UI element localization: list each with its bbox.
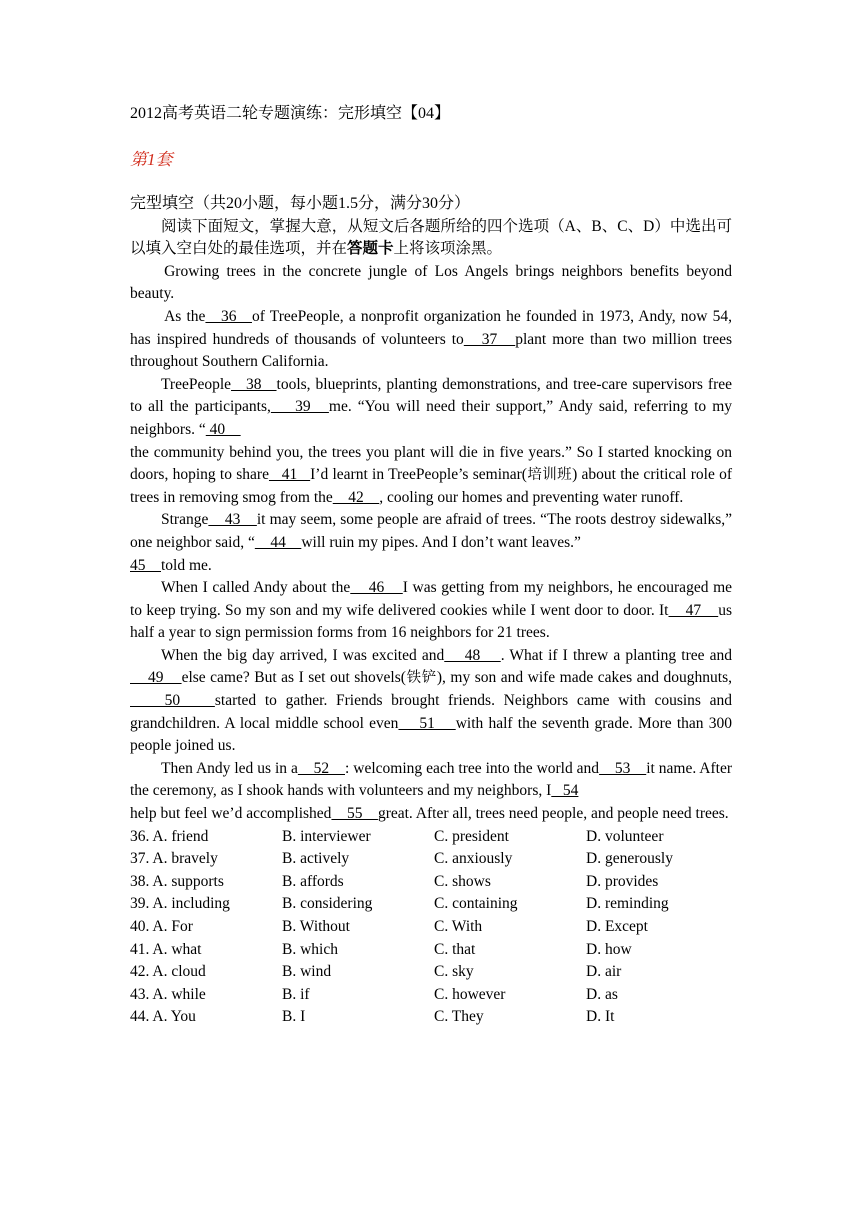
option-a: 44. A. You (130, 1008, 196, 1026)
passage-text: Strange (161, 511, 209, 529)
passage-text: : welcoming each tree into the world and (345, 759, 600, 777)
passage-text: told me. (161, 556, 212, 574)
instruction-text-end: 上将该项涂黑。 (393, 240, 503, 258)
passage-text: started to gather. Friends brought friends. Neighbors came with cousins and grandchildren. A local middle school even (130, 692, 733, 732)
option-a: 42. A. cloud (130, 963, 206, 981)
passage-text: ) about the critical role of trees in removing smog from the (130, 466, 733, 506)
passage-text: it may seem, some people are afraid of trees. “The roots destroy sidewalks,” one neighbor said, “ (130, 511, 733, 551)
option-a: 38. A. supports (130, 872, 224, 890)
passage-text: of TreePeople, a nonprofit organization he founded in 1973, Andy, now 54, has inspired hundreds of thousands of volunteers to (130, 307, 733, 348)
option-c: C. anxiously (434, 850, 513, 868)
option-a: 36. A. friend (130, 827, 209, 845)
blank-37: 37 (463, 330, 516, 348)
blank-39: 39 (270, 398, 329, 416)
blank-52: 52 (297, 759, 345, 777)
option-b: B. affords (282, 872, 344, 890)
passage-text: When the big day arrived, I was excited and (161, 646, 445, 664)
option-c: C. containing (434, 895, 518, 913)
blank-42: 42 (332, 488, 380, 506)
passage-text: else came? But as I set out shovels( (181, 669, 406, 687)
option-b: B. Without (282, 918, 350, 935)
blank-40: 40 (205, 420, 241, 438)
option-row (130, 871, 732, 894)
option-a: 40. A. For (130, 918, 193, 935)
passage-paragraph-3 (130, 374, 732, 510)
blank-47: 47 (668, 601, 719, 619)
passage-text: TreePeople (161, 375, 232, 393)
blank-43: 43 (208, 511, 257, 529)
option-b: B. if (282, 985, 310, 1003)
chinese-gloss: 铁铲 (405, 670, 437, 687)
passage-text: . What if I threw a planting tree and (500, 646, 733, 664)
passage-text: , cooling our homes and preventing water runoff. (379, 488, 684, 506)
blank-54: 54 (551, 782, 579, 800)
passage-paragraph-1: Growing trees in the concrete jungle of Los Angels brings neighbors benefits beyond beauty. (130, 262, 732, 303)
option-row (130, 984, 732, 1007)
option-row (130, 826, 732, 849)
option-a: 37. A. bravely (130, 850, 218, 868)
passage-text: me. “You will need their support,” Andy said, referring to my neighbors. “ (130, 398, 733, 438)
passage-text: great. After all, trees need people, and people need trees. (377, 805, 729, 823)
passage-paragraph-4 (130, 509, 732, 577)
option-row (130, 916, 732, 939)
option-d: D. reminding (586, 895, 669, 913)
passage-text: Then Andy led us in a (161, 759, 298, 777)
blank-41: 41 (268, 466, 311, 484)
passage-paragraph-7 (130, 758, 732, 826)
option-b: B. wind (282, 963, 332, 981)
option-d: D. provides (586, 872, 659, 890)
option-c: C. however (434, 985, 506, 1003)
option-d: D. as (586, 985, 618, 1003)
option-c: C. shows (434, 872, 491, 890)
option-c: C. With (434, 918, 483, 935)
instruction-answer-sheet: 答题卡 (347, 240, 394, 258)
option-row (130, 848, 732, 871)
document-title: 2012高考英语二轮专题演练：完形填空【04】 (130, 105, 451, 122)
option-d: D. air (586, 963, 622, 981)
passage-paragraph-6 (130, 645, 732, 758)
passage-paragraph-5 (130, 577, 732, 645)
passage-text: ), my son and wife made cakes and doughnuts, (436, 669, 733, 687)
blank-44: 44 (254, 533, 302, 551)
blank-49: 49 (130, 669, 182, 687)
option-b: B. which (282, 940, 338, 958)
set-title: 第1套 (130, 150, 173, 169)
passage-text: with half the seventh grade. More than 300 people joined us. (130, 714, 732, 755)
passage-text: will ruin my pipes. And I don’t want leaves.” (301, 533, 581, 551)
passage-text: it name. After the ceremony, as I shook hands with volunteers and my neighbors, I (130, 759, 733, 800)
option-d: D. generously (586, 850, 673, 868)
blank-36: 36 (205, 307, 252, 325)
passage-text: As the (164, 307, 206, 325)
instruction-text: 阅读下面短文，掌握大意，从短文后各题所给的四个选项（A、B、C、D）中选出可以填入空白处的最佳选项，并在 (130, 217, 732, 258)
passage-text: I was getting from my neighbors, he encouraged me to keep trying. So my son and my wife delivered cookies while I went door to door. It (130, 579, 733, 619)
option-row (130, 939, 732, 962)
option-c: C. They (434, 1008, 484, 1026)
passage-text: us half a year to sign permission forms from 16 neighbors for 21 trees. (130, 601, 733, 642)
passage-paragraph-2 (130, 306, 732, 374)
option-a: 43. A. while (130, 985, 206, 1003)
section-heading: 完型填空（共20小题，每小题1.5分，满分30分） (130, 195, 471, 212)
option-d: D. volunteer (586, 827, 664, 845)
blank-53: 53 (599, 759, 647, 777)
option-c: C. that (434, 940, 476, 958)
blank-50: 50 (130, 692, 215, 710)
blank-46: 46 (350, 579, 403, 597)
blank-55: 55 (331, 805, 378, 823)
passage-text: tools, blueprints, planting demonstrations, and tree-care supervisors free to all the participants, (130, 375, 733, 416)
option-c: C. president (434, 827, 509, 845)
passage-text: I’d learnt in TreePeople’s seminar( (310, 466, 527, 484)
option-c: C. sky (434, 963, 474, 981)
passage-text: When I called Andy about the (161, 579, 351, 597)
option-row (130, 1006, 732, 1029)
option-row (130, 893, 732, 916)
option-row (130, 961, 732, 984)
passage-text: the community behind you, the trees you plant will die in five years.” So I started knocking on doors, hoping to share (130, 443, 732, 484)
blank-38: 38 (231, 375, 277, 393)
option-b: B. actively (282, 850, 350, 868)
option-d: D. how (586, 940, 632, 958)
option-b: B. interviewer (282, 827, 371, 845)
passage-text: help but feel we’d accomplished (130, 805, 332, 823)
options-table (130, 826, 732, 1029)
blank-45: 45 (130, 556, 161, 574)
chinese-gloss: 培训班 (526, 467, 573, 484)
option-d: D. It (586, 1008, 615, 1026)
blank-48: 48 (444, 646, 501, 664)
option-b: B. I (282, 1008, 306, 1026)
option-d: D. Except (586, 918, 648, 935)
instructions (130, 216, 732, 261)
option-a: 41. A. what (130, 940, 202, 958)
option-a: 39. A. including (130, 895, 230, 913)
option-b: B. considering (282, 895, 373, 913)
passage-text: plant more than two million trees throughout Southern California. (130, 330, 732, 371)
blank-51: 51 (398, 714, 456, 732)
